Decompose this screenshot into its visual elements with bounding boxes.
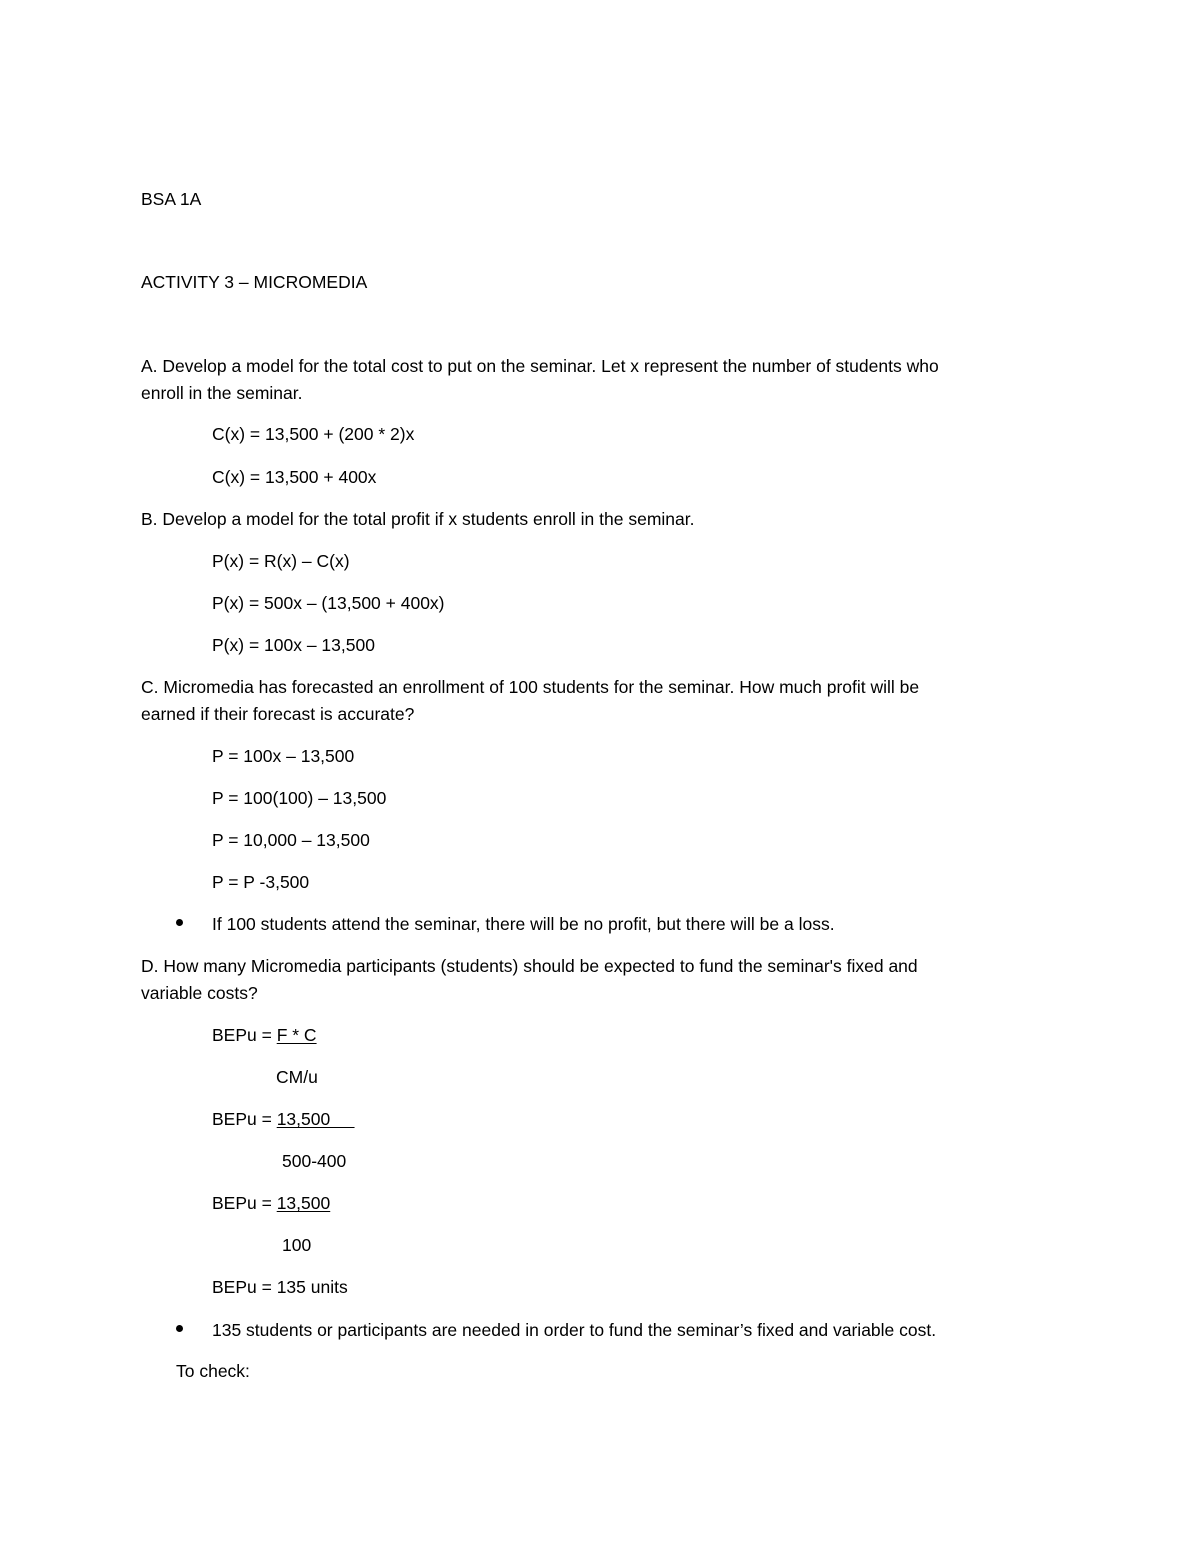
question-a-line1: A. Develop a model for the total cost to put on the seminar. Let x represent the number of students who (141, 356, 939, 376)
formula-d1-numerator: F * C (276, 1025, 317, 1045)
conclusion-d: 135 students or participants are needed in order to fund the seminar’s fixed and variable cost. (212, 1320, 937, 1340)
formula-d2-numerator: 13,500 (276, 1109, 355, 1129)
question-d-line1: D. How many Micromedia participants (students) should be expected to fund the seminar's fixed and (141, 956, 918, 976)
activity-title: ACTIVITY 3 – MICROMEDIA (141, 272, 368, 292)
question-a-line2: enroll in the seminar. (141, 383, 303, 403)
formula-d2-denominator: 500-400 (282, 1151, 347, 1171)
equation-c3: P = 10,000 – 13,500 (212, 830, 370, 850)
question-d-line2: variable costs? (141, 983, 258, 1003)
bullet-icon (176, 1325, 183, 1332)
equation-c2: P = 100(100) – 13,500 (212, 788, 387, 808)
formula-d2 (212, 1107, 355, 1131)
conclusion-c: If 100 students attend the seminar, there will be no profit, but there will be a loss. (212, 914, 835, 934)
section-label: BSA 1A (141, 189, 202, 209)
question-c-line2: earned if their forecast is accurate? (141, 704, 415, 724)
formula-d3 (212, 1191, 330, 1215)
formula-d2-lhs: BEPu = (212, 1109, 277, 1129)
question-b: B. Develop a model for the total profit if x students enroll in the seminar. (141, 509, 695, 529)
check-label: To check: (176, 1361, 250, 1381)
bullet-icon (176, 919, 183, 926)
formula-d3-denominator: 100 (282, 1235, 312, 1255)
equation-b1: P(x) = R(x) – C(x) (212, 551, 350, 571)
formula-d3-numerator: 13,500 (276, 1193, 331, 1213)
equation-c4: P = P -3,500 (212, 872, 310, 892)
equation-a2: C(x) = 13,500 + 400x (212, 467, 377, 487)
formula-d3-lhs: BEPu = (212, 1193, 277, 1213)
result-d: BEPu = 135 units (212, 1277, 348, 1297)
equation-a1: C(x) = 13,500 + (200 * 2)x (212, 424, 415, 444)
equation-c1: P = 100x – 13,500 (212, 746, 355, 766)
formula-d1-lhs: BEPu = (212, 1025, 277, 1045)
formula-d1 (212, 1023, 317, 1047)
question-c-line1: C. Micromedia has forecasted an enrollment of 100 students for the seminar. How much profit will be (141, 677, 920, 697)
formula-d1-denominator: CM/u (276, 1067, 318, 1087)
equation-b2: P(x) = 500x – (13,500 + 400x) (212, 593, 445, 613)
equation-b3: P(x) = 100x – 13,500 (212, 635, 375, 655)
